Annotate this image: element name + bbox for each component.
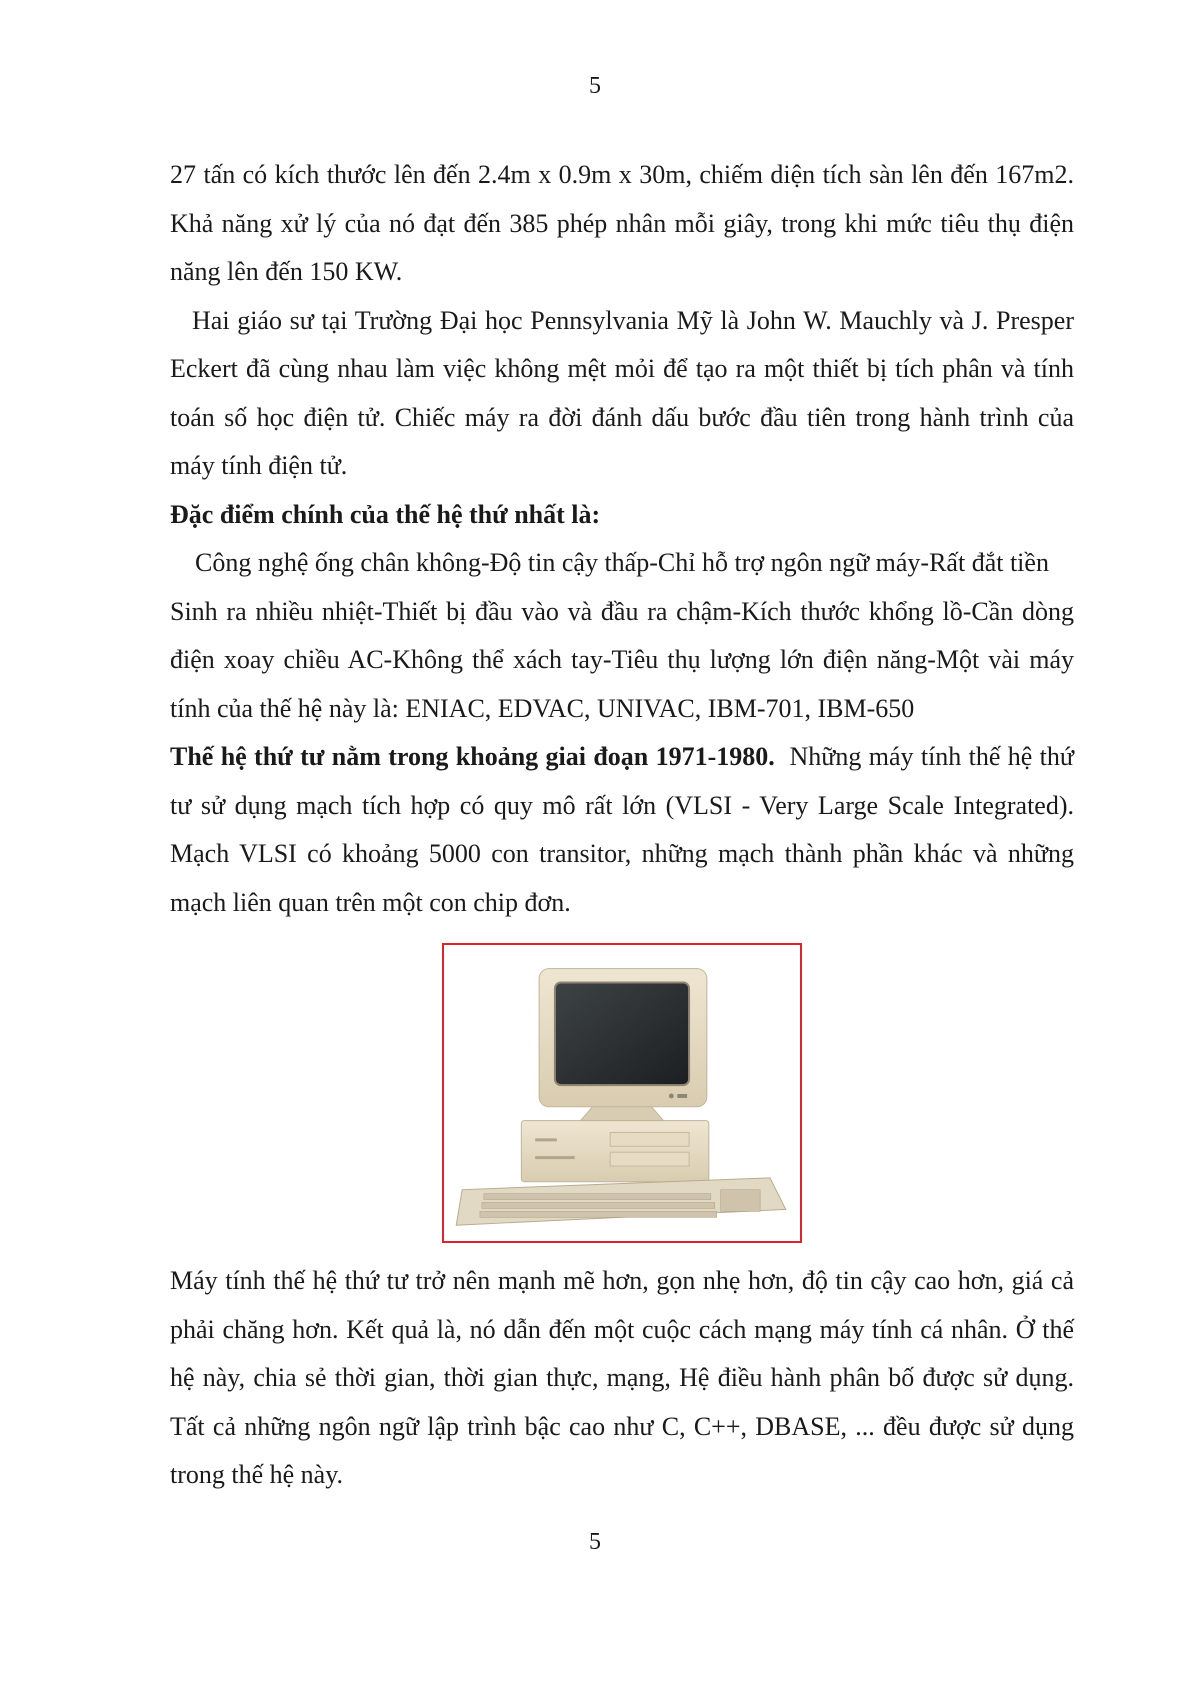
paragraph-fourth-gen-benefits: Máy tính thế hệ thứ tư trở nên mạnh mẽ hơn, gọn nhẹ hơn, độ tin cậy cao hơn, giá cả phải chăng hơn. Kết quả là, nó dẫn đến một cuộc cách mạng máy tính cá nhân. Ở thế hệ này, chia sẻ thời gian, thời gian thực, mạng, Hệ điều hành phân bố được sử dụng. Tất cả những ngôn ngữ lập trình bậc cao như C, C++, DBASE, ... đều được sử dụng trong thế hệ này. <box>170 1266 1074 1489</box>
first-gen-features-list: Sinh ra nhiều nhiệt-Thiết bị đầu vào và đầu ra chậm-Kích thước khổng lồ-Cần dòng điện xoay chiều AC-Không thể xách tay-Tiêu thụ lượng lớn điện năng-Một vài máy tính của thế hệ này là: ENIAC, EDVAC, UNIVAC, IBM-701, IBM-650 <box>170 596 1074 723</box>
paragraph-mauchly-eckert: Hai giáo sư tại Trường Đại học Pennsylvania Mỹ là John W. Mauchly và J. Presper Eckert đã cùng nhau làm việc không mệt mỏi để tạo ra một thiết bị tích phân và tính toán số học điện tử. Chiếc máy ra đời đánh dấu bước đầu tiên trong hành trình của máy tính điện tử. <box>170 305 1074 480</box>
paragraph-fourth-generation <box>170 733 1081 927</box>
computer-figure <box>442 943 802 1243</box>
personal-computer-icon <box>444 945 800 1241</box>
page-content <box>170 151 1081 1500</box>
paragraph-eniac-specs: 27 tấn có kích thước lên đến 2.4m x 0.9m x 30m, chiếm diện tích sàn lên đến 167m2. Khả năng xử lý của nó đạt đến 385 phép nhân mỗi giây, trong khi mức tiêu thụ điện năng lên đến 150 KW. <box>170 160 1074 286</box>
page-number-top: 5 <box>589 73 601 99</box>
first-gen-features-centered: Công nghệ ống chân không-Độ tin cậy thấp-Chỉ hỗ trợ ngôn ngữ máy-Rất đắt tiền <box>195 548 1049 577</box>
fourth-gen-heading: Thế hệ thứ tư nằm trong khoảng giai đoạn 1971-1980. <box>170 742 775 771</box>
page-number-bottom: 5 <box>589 1529 601 1555</box>
fourth-gen-text: Những máy tính thế hệ thứ tư sử dụng mạch tích hợp có quy mô rất lớn (VLSI - Very Large Scale Integrated). Mạch VLSI có khoảng 5000 con transitor, những mạch thành phần khác và những mạch liên quan trên một con chip đơn. <box>170 742 1081 917</box>
heading-first-generation: Đặc điểm chính của thế hệ thứ nhất là: <box>170 499 601 529</box>
